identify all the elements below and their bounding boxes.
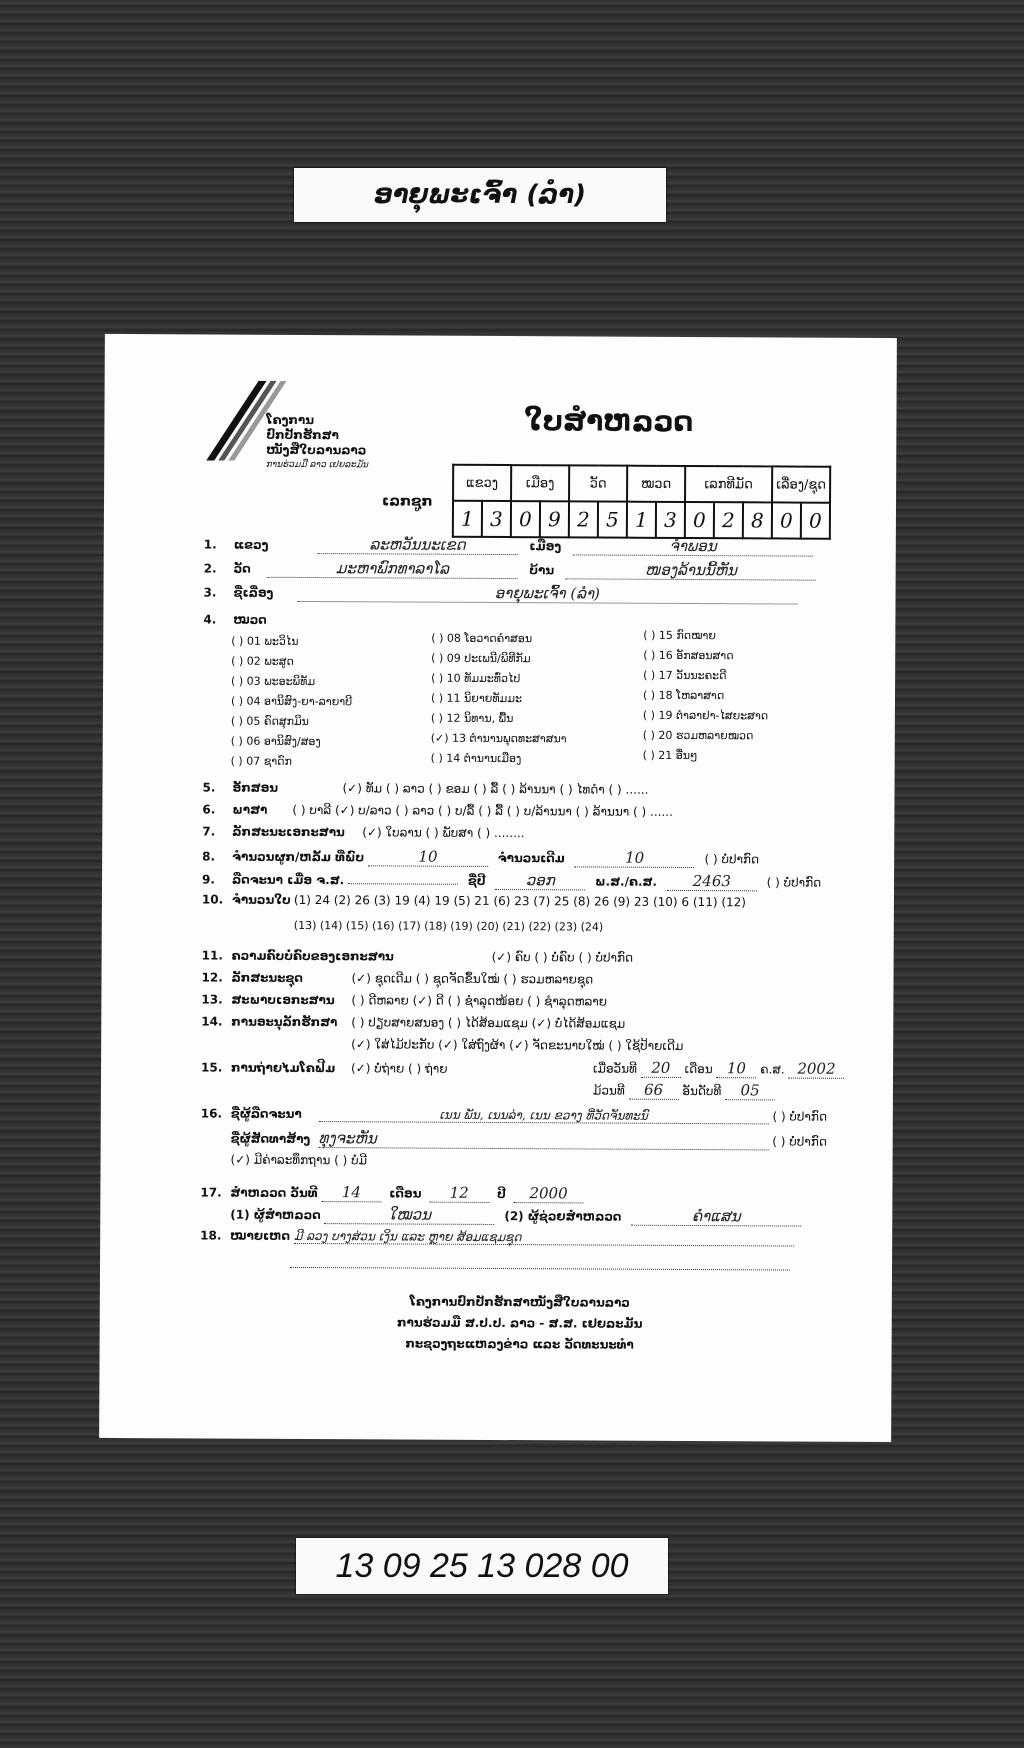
condition-row: 13. ສະພາບເອກະສານ ( ) ດີຫລາຍ (✓) ດີ ( ) ຊຳລຸດໜ້ອຍ ( ) ຊຳລຸດຫລາຍ	[201, 992, 608, 1009]
set-type-row: 12. ລັກສະນະຊຸດ (✓) ຊຸດເດີມ ( ) ຊຸດຈັດຂຶ້ນໃໝ່ ( ) ຮວມຫລາຍຊຸດ	[201, 970, 594, 987]
be-year: 2463	[667, 872, 757, 891]
code-digit: 0	[685, 502, 714, 538]
code-digit: 0	[511, 501, 540, 537]
survey-date-row: 17. ສຳຫລວດ ວັນທີ 14 ເດືອນ 12 ປີ 2000	[200, 1182, 583, 1203]
bottom-code-label: 13 09 25 13 028 00	[296, 1538, 668, 1594]
category-option: ( ) 20 ຮວມຫລາຍໝວດ	[642, 728, 754, 743]
form-footer: ໂຄງການປົກປັກຮັກສາໜັງສືໃບລານລາວ ການຮ່ວມມື ສ.ປ.ປ. ລາວ - ສ.ສ. ເຢຍລະມັນ ກະຊວງຖະແຫລງຂ່າວ ແລະ ວັດທະນະທຳ	[397, 1294, 643, 1352]
code-digit: 1	[627, 502, 656, 538]
category-option: ( ) 15 ກົດໝາຍ	[643, 628, 716, 643]
leaf-count-row-2: (13) (14) (15) (16) (17) (18) (19) (20) (21) (22) (23) (24)	[293, 918, 604, 934]
surveyor-row: (1) ຜູ້ສຳຫລວດ ໃໝວນ (2) ຜູ້ຊ່ວຍສຳຫລວດ ຄຳແສນ	[230, 1205, 801, 1227]
script-row: 5. ອັກສອນ (✓) ທັມ ( ) ລາວ ( ) ຂອມ ( ) ລື້ ( ) ລ້ານນາ ( ) ໄທດຳ ( ) ......	[202, 780, 649, 797]
province-value: ລະຫວັນນະເຂດ	[318, 535, 518, 555]
code-digit: 5	[598, 502, 627, 538]
conservation-row-2: (✓) ໃສ່ໄມ້ປະກັບ (✓) ໃສ່ຖົງຜ້າ (✓) ຈັດຂະນາບໃໝ່ ( ) ໃຊ້ປ້າຍເດີມ	[351, 1037, 684, 1053]
microfilm-row: 15. ການຖ່າຍໄມໂຄຟີມ (✓) ບໍ່ຖ່າຍ ( ) ຖ່າຍ	[201, 1060, 448, 1076]
story-title-value: ອາຍຸພະເຈົ້າ (ລຳ)	[297, 583, 797, 605]
category-option: ( ) 14 ຕຳນານເມືອງ	[430, 751, 522, 766]
category-option: ( ) 06 ອານິສົງ/ສອງ	[230, 734, 321, 749]
category-row: 4. ໝວດ	[203, 612, 267, 627]
story-title-row: 3. ຊື່ເລື່ອງ ອາຍຸພະເຈົ້າ (ລຳ)	[203, 582, 797, 604]
copy-date-row: 9. ລືດຈະນາ ເມື່ອ ຈ.ສ. ຊື່ປີ ວອກ ພ.ສ./ຄ.ສ. 2463 ( ) ບໍ່ປາກົດ	[202, 871, 822, 891]
temple-row: 2. ວັດ ມະຫາພົກທາລາໂລ ບ້ານ ໜອງລ້ານນີ້ຫັນ	[204, 558, 816, 580]
code-table: ແຂວງ ເມືອງ ວັດ ໝວດ ເລກທີມັດ ເລື່ອງ/ຊຸດ 1 3 0 9 2 5 1 3 0 2 8 0 0	[452, 464, 831, 540]
code-digit: 0	[801, 503, 830, 539]
category-option: ( ) 21 ອື່ນໆ	[642, 748, 698, 763]
merit-row: (✓) ມີຄ່າລະທຶກຖານ ( ) ບໍ່ມີ	[230, 1152, 368, 1168]
category-option: ( ) 19 ຕຳລາຢາ-ໄສຍະສາດ	[642, 708, 769, 723]
category-option: (✓) 13 ຕຳນານພຸດທະສາສນາ	[430, 731, 567, 746]
temple-value: ມະຫາພົກທາລາໂລ	[267, 559, 517, 579]
category-option: ( ) 17 ວັນນະຄະດີ	[643, 668, 727, 683]
survey-form-sheet	[99, 334, 897, 1442]
category-option: ( ) 03 ພະອະພິທັມ	[231, 674, 316, 689]
category-option: ( ) 08 ໂອວາດຄຳສອນ	[431, 631, 533, 646]
language-row: 6. ພາສາ ( ) ບາລີ (✓) ບ/ລາວ ( ) ລາວ ( ) ບ/ລື້ ( ) ລື້ ( ) ບ/ລ້ານນາ ( ) ລ້ານນາ ( ) ......	[202, 802, 673, 819]
category-option: ( ) 16 ອັກສອນສາດ	[643, 648, 734, 663]
code-digit: 3	[482, 501, 511, 537]
leaf-count-row: 10. ຈຳນວນໃບ (1) 24 (2) 26 (3) 19 (4) 19 (5) 21 (6) 23 (7) 25 (8) 26 (9) 23 (10) 6 (11) (12)	[201, 892, 747, 910]
village-value: ໜອງລ້ານນີ້ຫັນ	[566, 560, 816, 580]
category-option: ( ) 01 ພະວິໄນ	[231, 634, 299, 648]
scribe-row: 16. ຊື່ຜູ້ລືດຈະນາ ເນນ ພັນ, ເນນລ່າ, ເນນ ຂວາງ ທີ່ວັດຈັນທະນົ ( ) ບໍ່ປາກົດ	[200, 1106, 828, 1124]
scribe-value: ເນນ ພັນ, ເນນລ່າ, ເນນ ຂວາງ ທີ່ວັດຈັນທະນົ	[319, 1107, 769, 1124]
microfilm-date: ເມື່ອວັນທີ 20 ເດືອນ 10 ຄ.ສ. 2002	[593, 1059, 844, 1079]
code-digit: 0	[772, 502, 801, 538]
category-option: ( ) 05 ຄົດສຸກມິນ	[230, 714, 309, 729]
category-option: ( ) 10 ທັມມະທົ່ວໄປ	[431, 671, 521, 686]
bundle-count-row: 8. ຈຳນວນຜູກ/ຫລັ້ມ ທີ່ພົບ 10 ຈຳນວນເດີມ 10 ( ) ບໍ່ປາກົດ	[202, 847, 760, 867]
category-option: ( ) 04 ອານິສົງ-ຍາ-ລາຍາບີ	[230, 694, 353, 709]
category-option: ( ) 02 ພະສູດ	[231, 654, 294, 668]
year-name: ວອກ	[495, 871, 585, 890]
category-option: ( ) 11 ນິຍາຍທັມມະ	[430, 691, 523, 706]
sponsor-row: ຊື່ຜູ້ສັດທາສ້າງ ທຸງຈະຫັນ ( ) ບໍ່ປາກົດ	[230, 1129, 827, 1149]
province-row: 1. ແຂວງ ລະຫວັນນະເຂດ ເມືອງ ຈຳພອນ	[204, 534, 813, 556]
code-digit: 8	[743, 502, 772, 538]
category-option: ( ) 07 ຊາດົກ	[230, 754, 292, 768]
original-count: 10	[575, 848, 695, 868]
organization-logo-text: ໂຄງການ ປົກປັກຮັກສາ ໜັງສືໃບລານລາວ ການຮ່ວມມື ລາວ ເຢຍລະມັນ	[266, 412, 369, 471]
code-digit: 2	[569, 501, 598, 537]
code-label: ເລກຊູກ	[381, 493, 433, 510]
district-value: ຈຳພອນ	[573, 536, 813, 556]
top-title-label: ອາຍຸພະເຈົ້າ (ລຳ)	[294, 168, 666, 222]
microfilm-roll: ມ້ວນທີ 66 ອັນດັບທີ 05	[593, 1081, 775, 1101]
code-digit: 1	[453, 501, 482, 537]
form-title: ໃບສຳຫລວດ	[524, 404, 694, 439]
code-digit: 9	[540, 501, 569, 537]
code-digit: 2	[714, 502, 743, 538]
category-option: ( ) 18 ໂຫລາສາດ	[642, 688, 725, 703]
found-count: 10	[368, 847, 488, 867]
category-option: ( ) 12 ນິທານ, ພື້ນ	[430, 711, 514, 726]
category-option: ( ) 09 ປະເພນີ/ພິທີກັມ	[431, 651, 531, 666]
conservation-row: 14. ການອະນຸລັກຮັກສາ ( ) ປຽບສາຍສນອງ ( ) ໄດ້ສ້ອມແຊມ (✓) ບໍ່ໄດ້ສ້ອມແຊມ	[201, 1014, 626, 1031]
sponsor-value: ທຸງຈະຫັນ	[318, 1129, 768, 1150]
notes-blank-line	[290, 1267, 790, 1271]
notes-value: ມີ ລວງ ບາງສ່ວນ ເງິນ ແລະ ຫຼາຍ ສ້ອມແຊມຊຸດ	[294, 1229, 794, 1247]
completeness-row: 11. ຄວາມຄົບບໍ່ຄົບຂອງເອກະສານ (✓) ຄົບ ( ) ບໍ່ຄົບ ( ) ບໍ່ປາກົດ	[201, 948, 634, 965]
material-row: 7. ລັກສະນະເອກະສານ (✓) ໃບລານ ( ) ພັບສາ ( ) ........	[202, 824, 525, 841]
code-digit: 3	[656, 502, 685, 538]
notes-row: 18. ໝາຍເຫດ ມີ ລວງ ບາງສ່ວນ ເງິນ ແລະ ຫຼາຍ ສ້ອມແຊມຊຸດ	[200, 1228, 794, 1246]
